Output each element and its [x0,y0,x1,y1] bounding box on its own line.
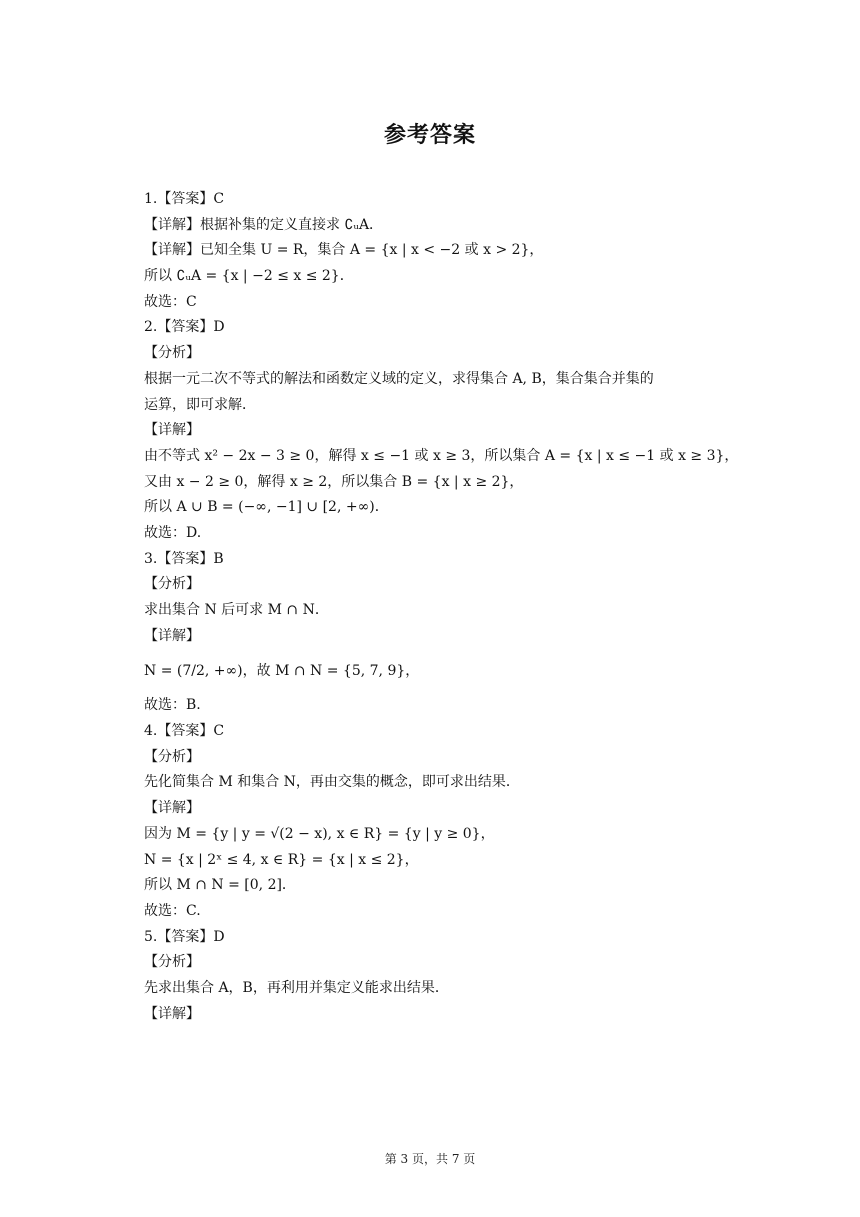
answer-line: 故选：C [144,293,197,310]
page-footer: 第 3 页，共 7 页 [384,1152,476,1166]
answer-line: N = (7/2, +∞)，故 M ∩ N = {5, 7, 9}， [144,663,420,680]
answer-line: 【详解】已知全集 U = R，集合 A = {x | x < −2 或 x > 2}， [144,242,544,259]
answer-line: 3.【答案】B [144,550,224,567]
answer-line: 故选：D. [144,524,202,541]
answer-line: 【详解】 [144,422,200,439]
answer-line: 【分析】 [144,576,200,593]
answer-line: 1.【答案】C [144,191,225,207]
answer-line: 【详解】根据补集的定义直接求 ∁ᵤA． [144,216,384,233]
page-title: 参考答案 [383,123,476,148]
answer-line: 先化简集合 M 和集合 N，再由交集的概念，即可求出结果． [144,774,520,791]
answer-line: 【分析】 [144,345,200,362]
answer-line: 故选：C. [144,902,201,919]
answer-line: 【详解】 [144,800,200,817]
answer-line: 5.【答案】D [144,928,225,945]
answer-line: 又由 x − 2 ≥ 0，解得 x ≥ 2，所以集合 B = {x | x ≥ 2}， [144,473,524,490]
answer-line: 先求出集合 A，B，再利用并集定义能求出结果． [144,979,449,996]
answer-line: 求出集合 N 后可求 M ∩ N． [144,602,329,618]
answer-line: 【分析】 [144,954,200,971]
answer-line: 所以 M ∩ N = [0, 2]． [144,877,296,894]
answer-line: 【详解】 [144,1005,200,1022]
answer-line: 运算，即可求解． [144,396,256,413]
answer-line: 由不等式 x² − 2x − 3 ≥ 0，解得 x ≤ −1 或 x ≥ 3，所以集合 A = {x | x ≤ −1 或 x ≥ 3}， [144,447,739,464]
answer-line: 因为 M = {y | y = √(2 − x), x ∈ R} = {y | y ≥ 0}， [144,825,495,842]
answer-line: 2.【答案】D [144,319,225,336]
answer-line: 【详解】 [144,627,200,644]
answer-content [144,187,739,1027]
answer-line: 【分析】 [144,748,200,765]
answer-line: 所以 ∁ᵤA = {x | −2 ≤ x ≤ 2}． [144,268,354,285]
answer-line: 故选：B. [144,697,201,714]
answer-line: 4.【答案】C [144,723,225,740]
answer-line: 根据一元二次不等式的解法和函数定义域的定义，求得集合 A, B，集合集合并集的 [144,370,654,387]
answer-line: 所以 A ∪ B = (−∞, −1] ∪ [2, +∞)． [144,499,389,516]
answer-line: N = {x | 2ˣ ≤ 4, x ∈ R} = {x | x ≤ 2}， [144,851,419,868]
